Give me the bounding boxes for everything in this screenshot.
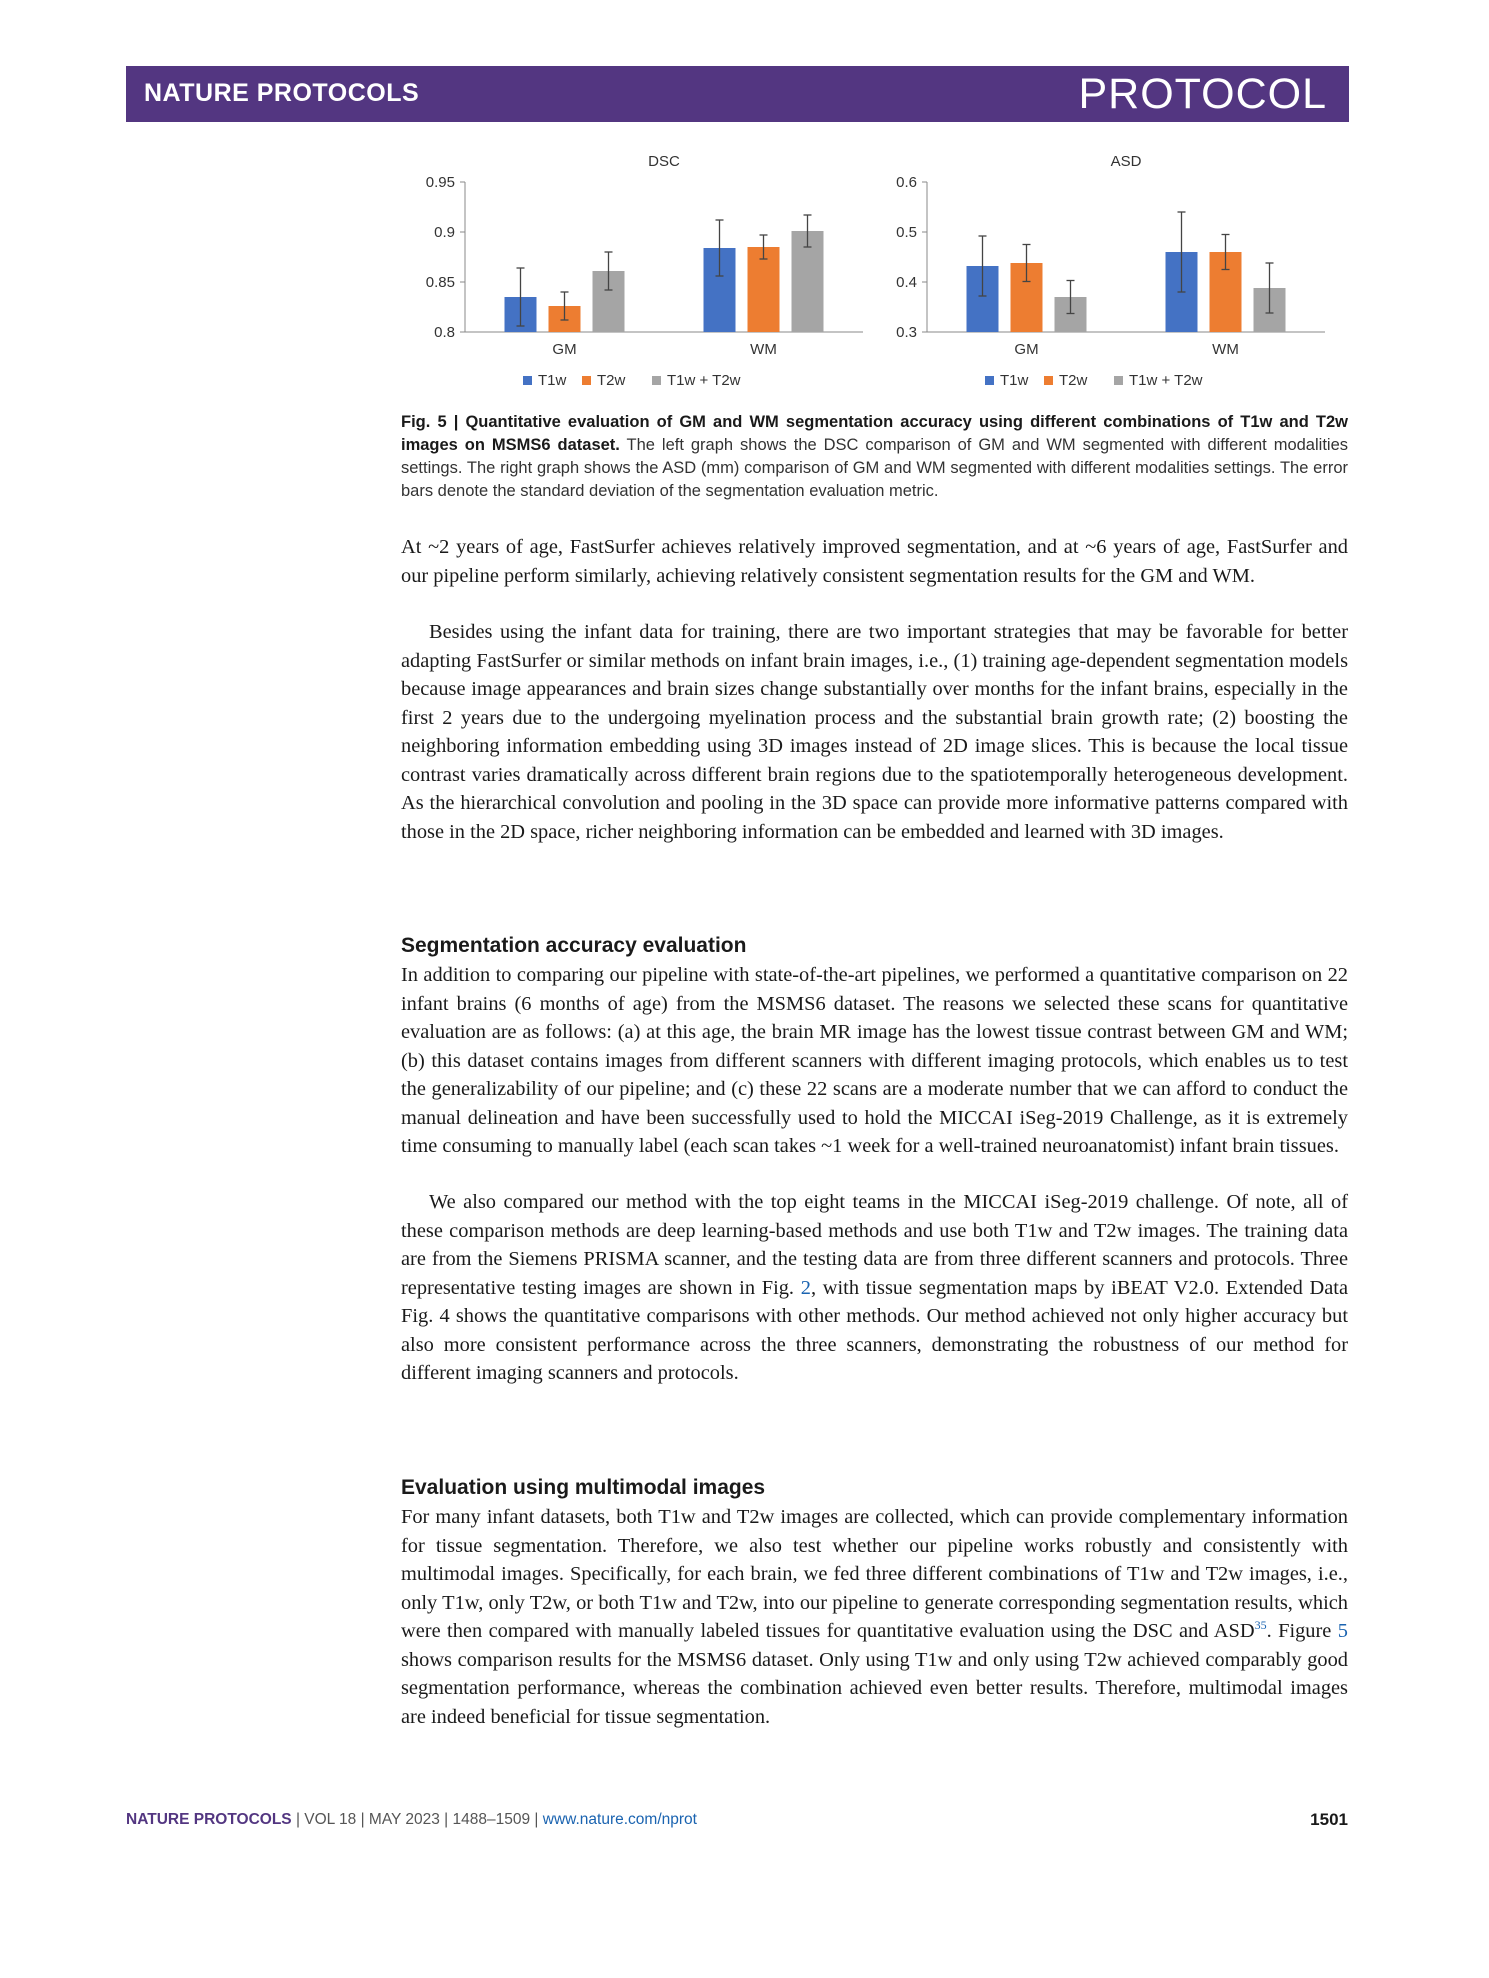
paragraph-5-text-a: For many infant datasets, both T1w and T2w images are collected, which can provide complementary information for tissue segmentation. Therefore, we also test whether our pipeline works robustly and consistently with multimodal images. Specifically, for each brain, we fed three different combinations of T1w and T2w images, i.e., only T1w, only T2w, or both T1w and T2w, into our pipeline to generate corresponding segmentation results, which were then compared with manually labeled tissues for quantitative evaluation using the DSC and ASD	[401, 1506, 1348, 1642]
footer-url[interactable]: www.nature.com/nprot	[542, 1811, 697, 1828]
y-tick-label: 0.9	[434, 224, 455, 241]
footer-volume: VOL 18	[304, 1811, 357, 1828]
legend-swatch-t1w	[985, 376, 994, 385]
legend-label: T1w + T2w	[667, 372, 741, 389]
footer-journal: NATURE PROTOCOLS	[126, 1811, 292, 1828]
caption-text: The left graph shows the DSC comparison of GM and WM segmented with different modalities settings. The right graph shows the ASD (mm) comparison of GM and WM segmented with different modalities settings. The error bars denote the standard deviation of the segmentation evaluation metric.	[401, 436, 1348, 500]
footer-pages: 1488–1509	[452, 1811, 531, 1828]
paragraph-5	[401, 1503, 1348, 1731]
article-type: PROTOCOL	[1078, 70, 1327, 118]
section-heading-segmentation-accuracy: Segmentation accuracy evaluation	[401, 934, 747, 957]
legend-label: T1w + T2w	[1129, 372, 1203, 389]
paragraph-1: At ~2 years of age, FastSurfer achieves relatively improved segmentation, and at ~6 years of age, FastSurfer and our pipeline perform similarly, achieving relatively consistent segmentation results for the GM and WM.	[401, 536, 1348, 587]
y-tick-label: 0.8	[434, 324, 455, 341]
paragraph-5-text-c: shows comparison results for the MSMS6 dataset. Only using T1w and only using T2w achieved comparably good segmentation performance, whereas the combination achieved even better results. Therefore, multimodal images are indeed beneficial for tissue segmentation.	[401, 1648, 1348, 1728]
legend-label: T1w	[1000, 372, 1029, 389]
paragraph-3: In addition to comparing our pipeline with state-of-the-art pipelines, we performed a quantitative comparison on 22 infant brains (6 months of age) from the MSMS6 dataset. The reasons we selected these scans for quantitative evaluation are as follows: (a) at this age, the brain MR image has the lowest tissue contrast between GM and WM; (b) this dataset contains images from different scanners with different imaging protocols, which enables us to test the generalizability of our pipeline; and (c) these 22 scans are a moderate number that we can afford to conduct the manual delineation and have been successfully used to hold the MICCAI iSeg-2019 Challenge, as it is extremely time consuming to manually label (each scan takes ~1 week for a well-trained neuroanatomist) infant brain tissues.	[401, 964, 1348, 1157]
legend-swatch-t2w	[1044, 376, 1053, 385]
paragraph-4	[401, 1188, 1348, 1388]
legend-label: T2w	[597, 372, 626, 389]
paragraph-4-text-a: We also compared our method with the top eight teams in the MICCAI iSeg-2019 challenge. Of note, all of these comparison methods are deep learning-based methods and use both T1w and T2w images. The training data are from the Siemens PRISMA scanner, and the testing data are from three different scanners and protocols. Three representative testing images are shown in Fig.	[401, 1191, 1348, 1299]
y-tick-label: 0.5	[896, 224, 917, 241]
legend-label: T2w	[1059, 372, 1088, 389]
y-tick-label: 0.85	[425, 274, 455, 291]
legend-swatch-t1w-t2w	[1114, 376, 1123, 385]
paragraph-2: Besides using the infant data for training, there are two important strategies that may be favorable for better adapting FastSurfer or similar methods on infant brain images, i.e., (1) training age-dependent segmentation models because image appearances and brain sizes change substantially over months for the infant brains, especially in the first 2 years due to the undergoing myelination process and the substantial brain growth rate; (2) boosting the neighboring information embedding using 3D images instead of 2D image slices. This is because the local tissue contrast varies dramatically across different brain regions due to the spatiotemporally heterogeneous development. As the hierarchical convolution and pooling in the 3D space can provide more informative patterns compared with those in the 2D space, richer neighboring information can be embedded and learned with 3D images.	[401, 621, 1348, 843]
footer-date: MAY 2023	[368, 1811, 440, 1828]
y-tick-label: 0.6	[896, 174, 917, 191]
figure-caption	[401, 411, 1348, 503]
legend-swatch-t1w	[523, 376, 532, 385]
legend-label: T1w	[538, 372, 567, 389]
asd-chart	[882, 150, 1332, 400]
legend-swatch-t1w-t2w	[652, 376, 661, 385]
x-category-label: GM	[552, 341, 577, 358]
page-footer: NATURE PROTOCOLS | VOL 18 | MAY 2023 | 1488–1509 | www.nature.com/nprot	[126, 1811, 697, 1828]
x-category-label: WM	[1212, 341, 1239, 358]
journal-banner	[126, 66, 1349, 122]
x-category-label: WM	[750, 341, 777, 358]
y-tick-label: 0.95	[425, 174, 455, 191]
legend-swatch-t2w	[582, 376, 591, 385]
page-number: 1501	[1310, 1810, 1348, 1829]
x-category-label: GM	[1014, 341, 1039, 358]
paragraph-4-text-b: , with tissue segmentation maps by iBEAT V2.0. Extended Data Fig. 4 shows the quantitative comparisons with other methods. Our method achieved not only higher accuracy but also more consistent performance across the three scanners, demonstrating the robustness of our method for different imaging scanners and protocols.	[401, 1276, 1348, 1384]
bar-wm-t2w	[748, 247, 780, 332]
journal-name: NATURE PROTOCOLS	[144, 79, 420, 107]
y-tick-label: 0.3	[896, 324, 917, 341]
section-heading-multimodal: Evaluation using multimodal images	[401, 1476, 766, 1499]
chart-title: ASD	[1110, 153, 1142, 170]
y-tick-label: 0.4	[896, 274, 917, 291]
paragraph-5-text-b: . Figure	[1266, 1620, 1338, 1642]
dsc-chart	[420, 150, 870, 400]
caption-label: Fig. 5 | Quantitative evaluation of GM and WM segmentation accuracy using different combinations of T1w and T2w images on MSMS6 dataset.	[401, 413, 1348, 454]
figure-2-link[interactable]: 2	[800, 1276, 811, 1299]
reference-35-link[interactable]: 35	[1254, 1618, 1267, 1633]
chart-title: DSC	[648, 153, 680, 170]
figure-5-link[interactable]: 5	[1337, 1620, 1348, 1642]
